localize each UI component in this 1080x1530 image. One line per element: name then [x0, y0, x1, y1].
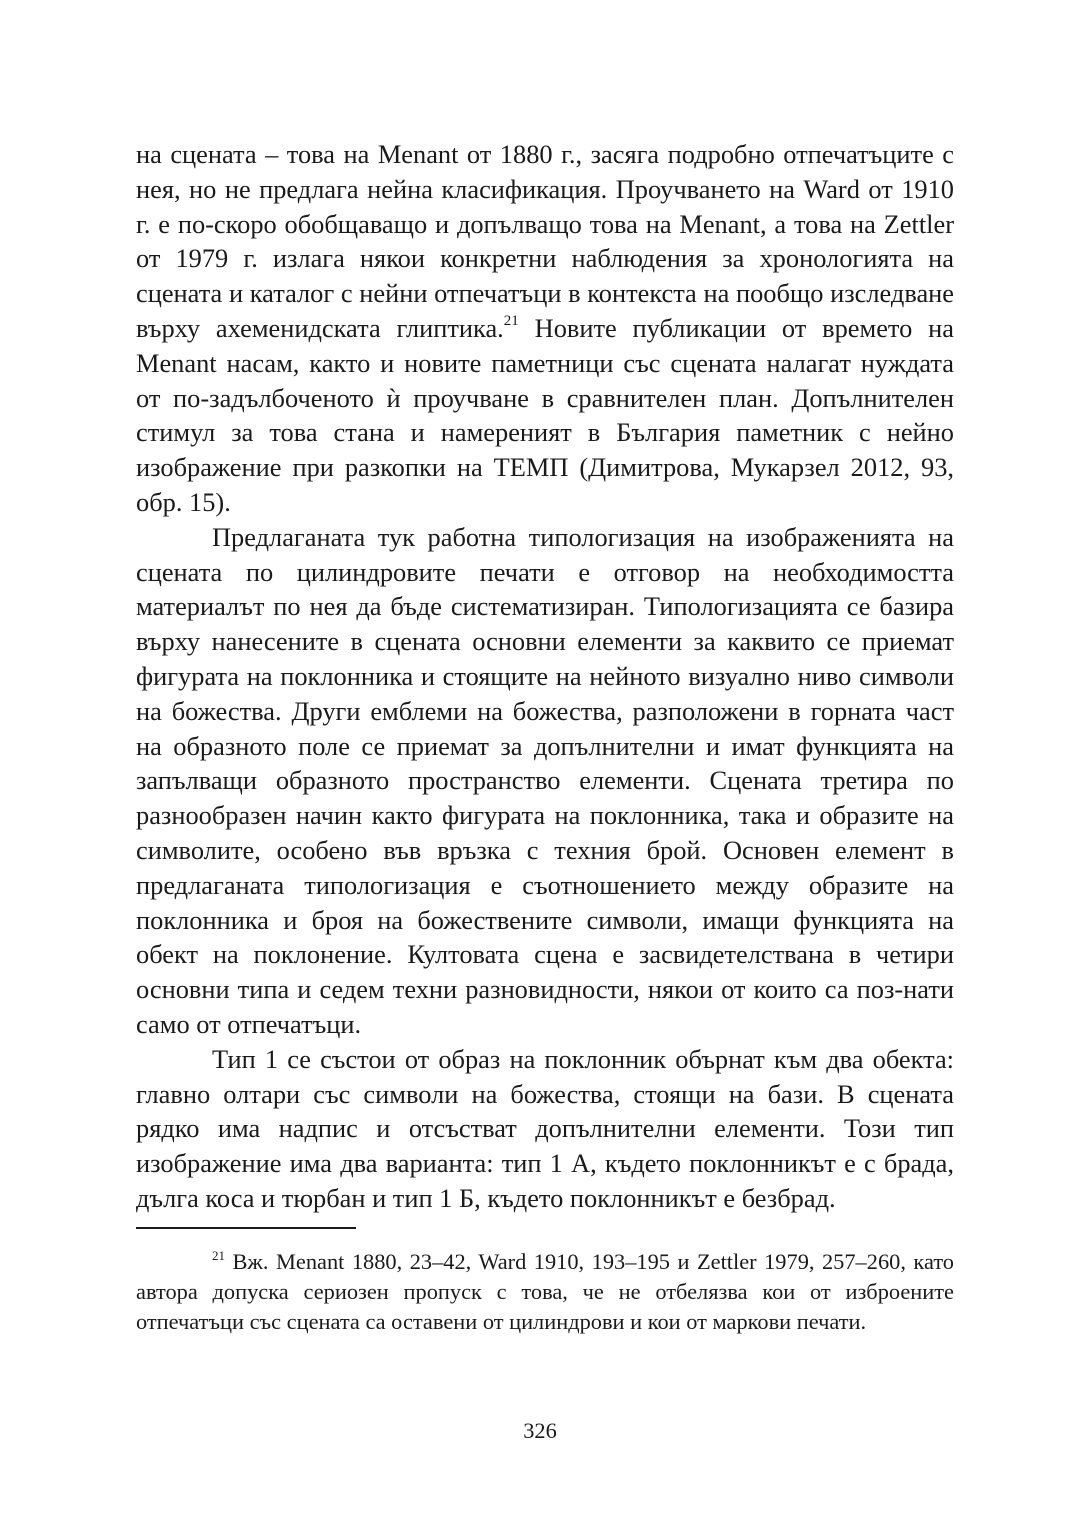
main-text — [136, 137, 954, 1216]
paragraph-3: Тип 1 се състои от образ на поклонник обърнат към два обекта: главно олтари със символи на божества, стоящи на бази. В сцената рядко има надпис и отсъстват допълнителни елементи. Този тип изображение има два варианта: тип 1 А, където поклонникът е с брада, дълга коса и тюрбан и тип 1 Б, където поклонникът е безбрад. — [136, 1043, 954, 1213]
footnote-reference-21[interactable]: 21 — [503, 313, 519, 330]
footnote-paragraph — [136, 1247, 954, 1338]
page-number: 326 — [523, 1418, 557, 1443]
footnote-separator — [136, 1227, 356, 1229]
paragraph-2: Предлаганата тук работна типологизация на изображенията на сцената по цилиндровите печати е отговор на необходимостта материалът по нея да бъде систематизиран. Типологизацията се базира върху нанесените в сцената основни елементи за каквито се приемат фигурата на поклонника и стоящите на нейното визуално ниво символи на божества. Други емблеми на божества, разположени в горната част на образното поле се приемат за допълнителни и имат функцията на запълващи образното пространство елементи. Сцената третира по разнообразен начин както фигурата на поклонника, така и образите на символите, особено във връзка с техния брой. Основен елемент в предлаганата типологизация е съотношението между образите на поклонника и броя на божествените символи, имащи функцията на обект на поклонение. Култовата сцена е засвидетелствана в четири основни типа и седем техни разновидности, някои от които са поз-нати само от отпечатъци. — [136, 521, 954, 1039]
paragraph-1-text-a: на сцената – това на Menant от 1880 г., засяга подробно отпечатъците с нея, но не предлага нейна класификация. Проучването на Ward от 1910 г. е по-скоро обобщаващо и допълващо това на Menant, а това на Zettler от 1979 г. излага някои конкретни наблюдения за хронологията на сцената и каталог с нейни отпечатъци в контекста на пообщо изследване върху ахеменидската глиптика. — [136, 139, 954, 343]
footnote-number: 21 — [212, 1247, 225, 1263]
paragraph-1-text-b: Новите публикации от времето на Menant насам, както и новите паметници със сцената налагат нуждата от по-задълбоченото ѝ проучване в сравнителен план. Допълнителен стимул за това стана и намереният в България паметник с нейно изображение при разкопки на ТЕМП (Димитрова, Мукарзел 2012, 93, обр. 15). — [136, 312, 954, 517]
paragraph-1 — [136, 137, 954, 520]
footnote-21 — [136, 1247, 954, 1338]
footnote-text: Вж. Menant 1880, 23–42, Ward 1910, 193–195 и Zettler 1979, 257–260, като автора допуска сериозен пропуск с това, че не отбелязва кои от изброените отпечатъци със сцената са оставени от цилиндрови и кои от маркови печати. — [136, 1249, 954, 1335]
